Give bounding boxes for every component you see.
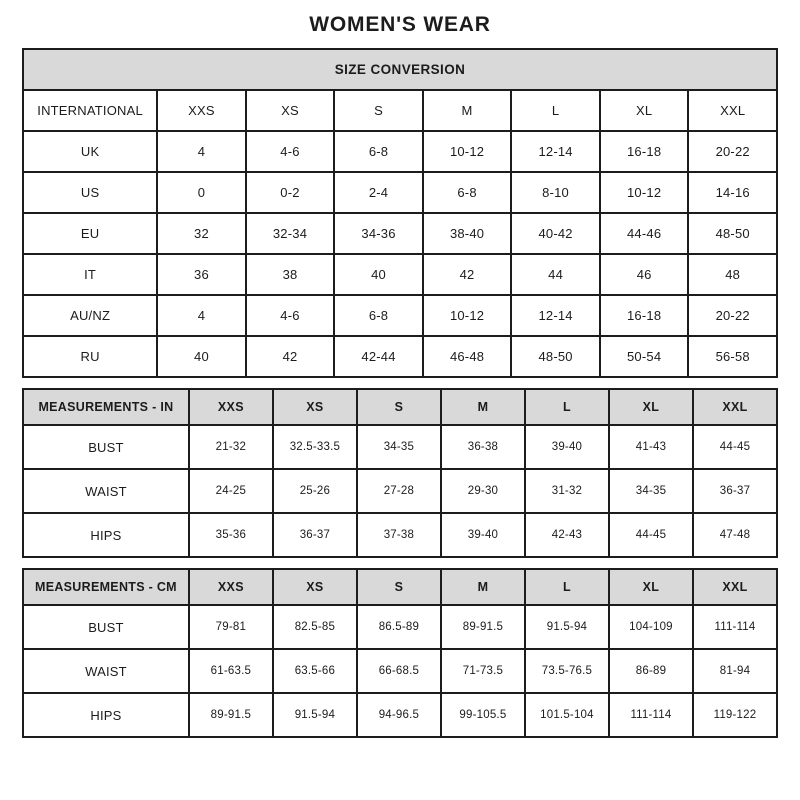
value-cell: 48-50 — [688, 213, 777, 254]
value-cell: 86.5-89 — [357, 605, 441, 649]
row-label-cell: WAIST — [23, 649, 189, 693]
column-header: XS — [246, 90, 335, 131]
column-header: XXL — [693, 389, 777, 425]
column-header: M — [441, 569, 525, 605]
row-label-cell: WAIST — [23, 469, 189, 513]
value-cell: 44-45 — [609, 513, 693, 557]
row-label-cell: BUST — [23, 425, 189, 469]
table-row — [23, 425, 777, 469]
value-cell: 10-12 — [423, 295, 512, 336]
row-label-cell: BUST — [23, 605, 189, 649]
table-row — [23, 605, 777, 649]
value-cell: 39-40 — [441, 513, 525, 557]
page-title: WOMEN'S WEAR — [309, 13, 491, 36]
value-cell: 36 — [157, 254, 246, 295]
value-cell: 61-63.5 — [189, 649, 273, 693]
measurements-in-table — [22, 388, 778, 558]
column-header: XS — [273, 569, 357, 605]
value-cell: 40 — [334, 254, 423, 295]
column-header: XL — [609, 569, 693, 605]
value-cell: 38-40 — [423, 213, 512, 254]
row-label-cell: AU/NZ — [23, 295, 157, 336]
column-header: XXS — [157, 90, 246, 131]
value-cell: 91.5-94 — [525, 605, 609, 649]
value-cell: 24-25 — [189, 469, 273, 513]
value-cell: 14-16 — [688, 172, 777, 213]
value-cell: 94-96.5 — [357, 693, 441, 737]
value-cell: 16-18 — [600, 295, 689, 336]
value-cell: 101.5-104 — [525, 693, 609, 737]
row-label-cell: UK — [23, 131, 157, 172]
value-cell: 56-58 — [688, 336, 777, 377]
table-row — [23, 295, 777, 336]
row-label-cell: RU — [23, 336, 157, 377]
value-cell: 4 — [157, 295, 246, 336]
value-cell: 6-8 — [334, 295, 423, 336]
table-row — [23, 336, 777, 377]
value-cell: 36-37 — [693, 469, 777, 513]
measurements-cm-table — [22, 568, 778, 738]
value-cell: 10-12 — [423, 131, 512, 172]
value-cell: 8-10 — [511, 172, 600, 213]
column-header: L — [525, 569, 609, 605]
value-cell: 50-54 — [600, 336, 689, 377]
value-cell: 36-38 — [441, 425, 525, 469]
value-cell: 104-109 — [609, 605, 693, 649]
column-header-row — [23, 389, 777, 425]
column-header: L — [511, 90, 600, 131]
value-cell: 38 — [246, 254, 335, 295]
column-header: L — [525, 389, 609, 425]
value-cell: 21-32 — [189, 425, 273, 469]
table-caption-row — [23, 49, 777, 90]
value-cell: 42 — [246, 336, 335, 377]
table-row — [23, 649, 777, 693]
column-header: XXL — [693, 569, 777, 605]
row-label-cell: US — [23, 172, 157, 213]
column-header: S — [357, 389, 441, 425]
value-cell: 71-73.5 — [441, 649, 525, 693]
value-cell: 12-14 — [511, 295, 600, 336]
column-header: S — [334, 90, 423, 131]
value-cell: 89-91.5 — [441, 605, 525, 649]
value-cell: 32.5-33.5 — [273, 425, 357, 469]
value-cell: 44 — [511, 254, 600, 295]
column-header: M — [423, 90, 512, 131]
value-cell: 35-36 — [189, 513, 273, 557]
column-header-row — [23, 569, 777, 605]
value-cell: 73.5-76.5 — [525, 649, 609, 693]
value-cell: 4 — [157, 131, 246, 172]
value-cell: 0-2 — [246, 172, 335, 213]
row-label-cell: EU — [23, 213, 157, 254]
value-cell: 82.5-85 — [273, 605, 357, 649]
value-cell: 111-114 — [693, 605, 777, 649]
table-row — [23, 213, 777, 254]
column-header-row — [23, 90, 777, 131]
row-label-cell: HIPS — [23, 693, 189, 737]
table-row — [23, 131, 777, 172]
value-cell: 119-122 — [693, 693, 777, 737]
column-header: XS — [273, 389, 357, 425]
value-cell: 44-46 — [600, 213, 689, 254]
value-cell: 42-44 — [334, 336, 423, 377]
value-cell: 37-38 — [357, 513, 441, 557]
value-cell: 81-94 — [693, 649, 777, 693]
value-cell: 44-45 — [693, 425, 777, 469]
value-cell: 89-91.5 — [189, 693, 273, 737]
table-row — [23, 469, 777, 513]
table-caption: SIZE CONVERSION — [23, 49, 777, 90]
value-cell: 66-68.5 — [357, 649, 441, 693]
row-label-header: MEASUREMENTS - IN — [23, 389, 189, 425]
value-cell: 79-81 — [189, 605, 273, 649]
value-cell: 16-18 — [600, 131, 689, 172]
value-cell: 32 — [157, 213, 246, 254]
value-cell: 42-43 — [525, 513, 609, 557]
value-cell: 20-22 — [688, 131, 777, 172]
value-cell: 99-105.5 — [441, 693, 525, 737]
row-label-cell: HIPS — [23, 513, 189, 557]
value-cell: 47-48 — [693, 513, 777, 557]
value-cell: 34-35 — [609, 469, 693, 513]
row-label-cell: IT — [23, 254, 157, 295]
table-row — [23, 513, 777, 557]
column-header: XXS — [189, 389, 273, 425]
value-cell: 32-34 — [246, 213, 335, 254]
column-header: XL — [609, 389, 693, 425]
value-cell: 4-6 — [246, 295, 335, 336]
value-cell: 36-37 — [273, 513, 357, 557]
column-header: XXS — [189, 569, 273, 605]
value-cell: 27-28 — [357, 469, 441, 513]
value-cell: 20-22 — [688, 295, 777, 336]
table-row — [23, 172, 777, 213]
value-cell: 29-30 — [441, 469, 525, 513]
value-cell: 40 — [157, 336, 246, 377]
table-row — [23, 254, 777, 295]
value-cell: 63.5-66 — [273, 649, 357, 693]
value-cell: 111-114 — [609, 693, 693, 737]
value-cell: 34-36 — [334, 213, 423, 254]
value-cell: 40-42 — [511, 213, 600, 254]
value-cell: 31-32 — [525, 469, 609, 513]
value-cell: 48-50 — [511, 336, 600, 377]
column-header: XXL — [688, 90, 777, 131]
column-header: M — [441, 389, 525, 425]
value-cell: 46 — [600, 254, 689, 295]
column-header: XL — [600, 90, 689, 131]
value-cell: 39-40 — [525, 425, 609, 469]
value-cell: 0 — [157, 172, 246, 213]
value-cell: 6-8 — [423, 172, 512, 213]
size-conversion-table — [22, 48, 778, 378]
value-cell: 42 — [423, 254, 512, 295]
value-cell: 25-26 — [273, 469, 357, 513]
value-cell: 41-43 — [609, 425, 693, 469]
value-cell: 86-89 — [609, 649, 693, 693]
row-label-header: MEASUREMENTS - CM — [23, 569, 189, 605]
table-row — [23, 693, 777, 737]
value-cell: 48 — [688, 254, 777, 295]
value-cell: 46-48 — [423, 336, 512, 377]
row-label-header: INTERNATIONAL — [23, 90, 157, 131]
value-cell: 34-35 — [357, 425, 441, 469]
value-cell: 4-6 — [246, 131, 335, 172]
value-cell: 2-4 — [334, 172, 423, 213]
column-header: S — [357, 569, 441, 605]
value-cell: 6-8 — [334, 131, 423, 172]
value-cell: 12-14 — [511, 131, 600, 172]
value-cell: 10-12 — [600, 172, 689, 213]
value-cell: 91.5-94 — [273, 693, 357, 737]
